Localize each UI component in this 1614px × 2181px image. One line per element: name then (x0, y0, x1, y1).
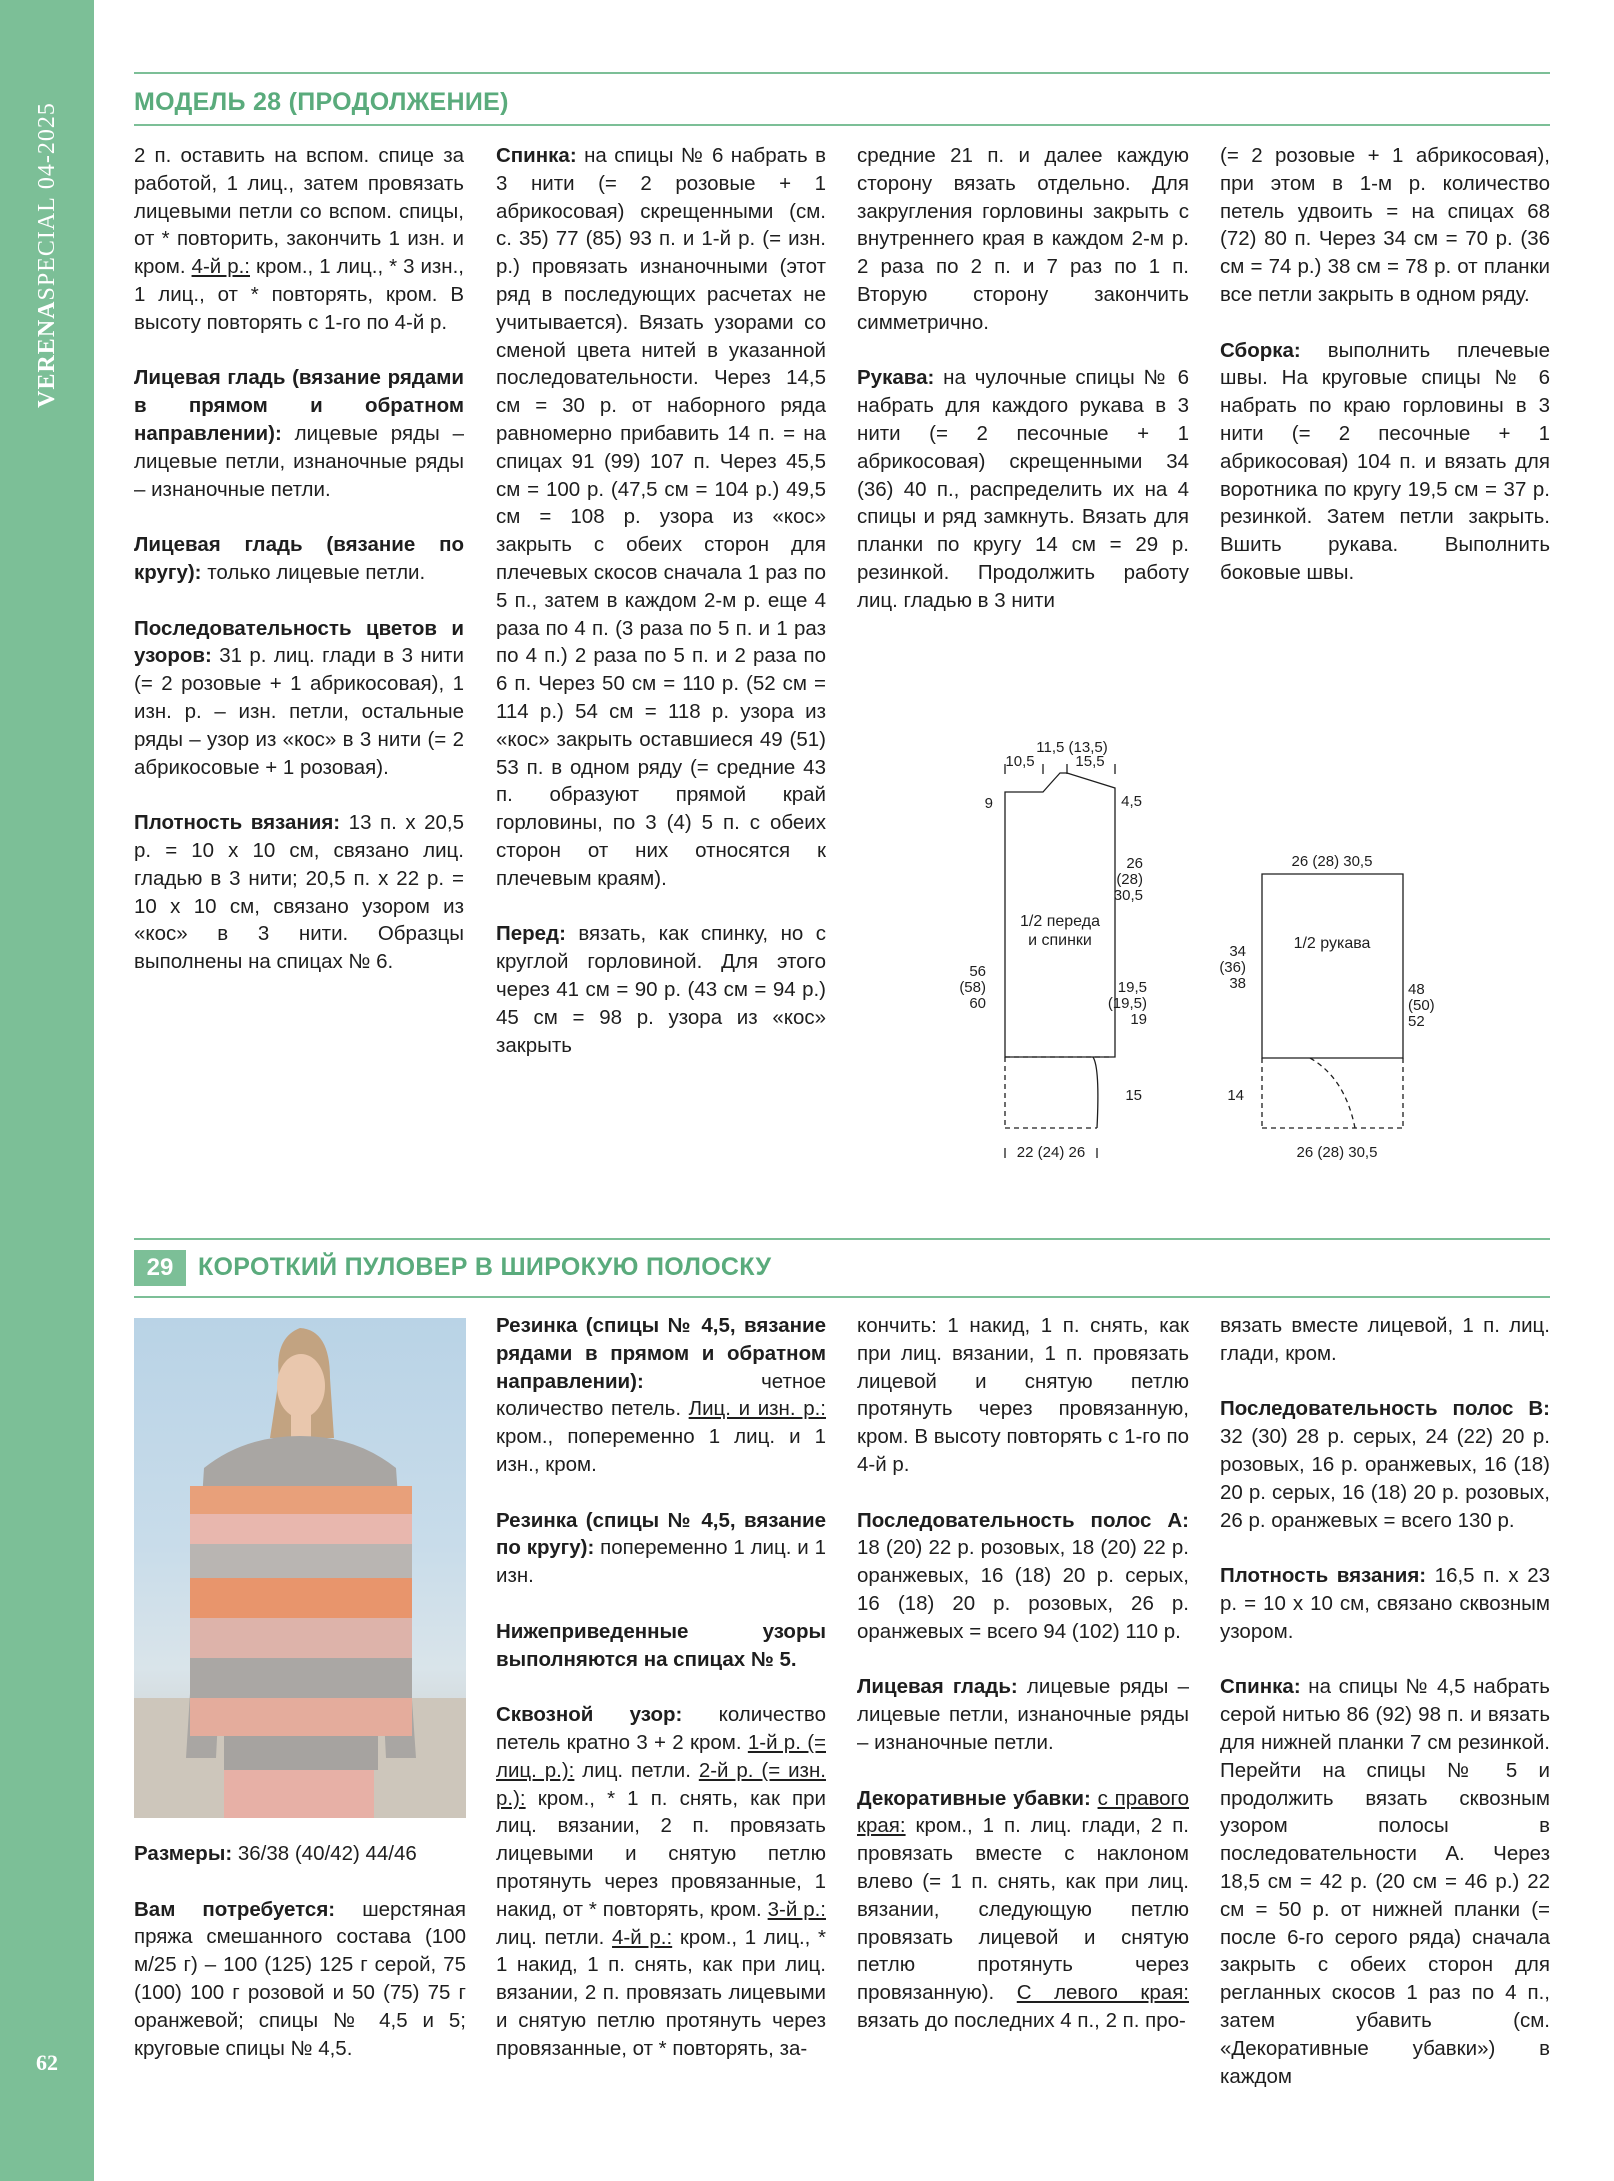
model29-needles-note: Нижеприведенные узоры выполняются на спицах № 5. (496, 1619, 826, 1671)
model28-neck-continued: средние 21 п. и далее каждую сторону вязать отдельно. Для закругления горловины закрыть с внутреннего края в каждом 2-м р. 2 раза по 2 п. и 7 раз по 1 п. Вторую сторону закончить симметрично. (857, 144, 1189, 334)
model28-stockinette-round: Лицевая гладь (вязание по кругу): только лицевые петли. (134, 533, 464, 584)
brand-name-rest: SPECIAL (34, 196, 60, 301)
model29-materials: Вам потребуется: шерстяная пряжа смешанного состава (100 м/25 г) – 100 (125) 125 г серой, 75 (100) 100 г розовой и 50 (75) 75 г оранжевой; спицы № 4,5 и 5; круговые спицы № 4,5. (134, 1897, 466, 2060)
sleeve-right-label-3: 52 (1408, 1013, 1425, 1030)
model28-sequence: Последовательность цветов и узоров: 31 р. лиц. глади в 3 нити (= 2 розовые + 1 абрикосовая), 1 изн. р. – изн. петли, остальные ряды – узор из «кос» в 3 нити (= 2 абрикосовые + 1 розовая). (134, 616, 464, 779)
model28-front: Перед: вязать, как спинку, но с круглой горловиной. Для этого через 41 см = 90 р. (43 см = 94 р.) 45 см = 98 р. узора из «кос» закрыть (496, 922, 826, 1057)
sleeve-cuff-label: 14 (1227, 1087, 1244, 1104)
striped-sweater (186, 1436, 416, 1770)
page-number: 62 (36, 2050, 58, 2075)
section-rule-top (134, 1238, 1550, 1240)
model29-sizes: Размеры: 36/38 (40/42) 44/46 (134, 1842, 417, 1865)
model29-lace-continued: кончить: 1 накид, 1 п. снять, как при лиц. вязании, 1 п. провязать лицевой и снятую петлю протянуть через провязанную, кром. В высоту повторять с 1-го по 4-й р. (857, 1314, 1189, 1476)
model28-column-1 (134, 142, 464, 976)
sleeve-bottom-width-label: 26 (28) 30,5 (1296, 1144, 1378, 1161)
model29-back: Спинка: на спицы № 4,5 набрать серой нитью 86 (92) 98 п. и вязать для нижней планки 7 см резинкой. Перейти на спицы № 5 и продолжить вязать сквозным узором полосы в последовательности A. Через 18,5 см = 42 р. (20 см = 46 р.) 22 см = 50 р. от нижней планки (= после 6-го серого ряда) сначала закрыть с обеих сторон для регланных скосов 1 раз по 4 п., затем убавить (см. «Декоративные убавки») в каждом (1220, 1675, 1550, 2088)
body-side-label-2: (19,5) (1107, 995, 1147, 1012)
sleeve-right-label-2: (50) (1408, 997, 1435, 1014)
sleeve-cuff-curve (1310, 1058, 1355, 1128)
model29-column-3 (857, 1312, 1189, 2035)
model-photo-illustration (134, 1318, 466, 1818)
body-schematic (1005, 764, 1115, 1158)
model29-decorative-decreases: Декоративные убавки: с правого края: кром., 1 п. лиц. глади, 2 п. провязать вместе с наклоном влево (= 1 п. снять, как при лиц. вязании, следующую петлю провязать лицевой и снятую петлю протянуть через провязанную). С левого края: вязать до последних 4 п., 2 п. про- (857, 1786, 1189, 2032)
model28-cable-paragraph: 2 п. оставить на вспом. спице за работой, 1 лиц., затем провязать лицевыми петли со вспом. спицы, от * повторить, закончить 1 изн. и кром. 4-й р.: кром., 1 лиц., * 3 изн., 1 лиц., от * повторять, кром. В высоту повторять с 1-го по 4-й р. (134, 144, 465, 334)
body-side-label-3: 19 (1130, 1011, 1147, 1028)
face (277, 1354, 325, 1418)
model29-rib-round: Резинка (спицы № 4,5, вязание по кругу): попеременно 1 лиц. и 1 изн. (496, 1508, 826, 1588)
section-rule-bottom (134, 1296, 1550, 1298)
section-rule-top (134, 72, 1550, 74)
model28-title: МОДЕЛЬ 28 (ПРОДОЛЖЕНИЕ) (134, 88, 509, 116)
model28-sleeves-continued: (= 2 розовые + 1 абрикосовая), при этом в 1-м р. количество петель удвоить = на спицах 68 (72) 80 п. Через 34 см = 70 р. (36 см = 74 р.) 38 см = 78 р. от планки все петли закрыть в одном ряду. (1220, 144, 1550, 306)
body-total-label-3: 60 (969, 995, 986, 1012)
model29-column-1 (134, 1840, 466, 2062)
body-total-label-1: 56 (969, 963, 986, 980)
body-side-label-1: 19,5 (1117, 979, 1147, 996)
brand-issue: 04-2025 (34, 102, 60, 190)
model-number-badge: 29 (134, 1250, 186, 1286)
model28-back: Спинка: на спицы № 6 набрать в 3 нити (= 2 розовые + 1 абрикосовая) скрещенными (см. с. 35) 77 (85) 93 п. и 1-й р. (= изн. р.) провязать изнаночными (этот ряд в последующих расчетах не учитывается). Вязать узорами со сменой цвета нитей в указанной последовательности. Через 14,5 см = 30 р. от наборного ряда равномерно прибавить 14 п. = на спицах 91 (99) 107 п. Через 45,5 см = 100 р. (47,5 см = 104 р.) 49,5 см = 108 р. узора из «кос» закрыть с обеих сторон для плечевых скосов сначала 1 раз по 5 п., затем в каждом 2-м р. еще 4 раза по 4 п. (3 раза по 5 п. и 1 раз по 4 п.) 2 раза по 5 п. и 2 раза по 6 п. Через 50 см = 110 р. (52 см = 114 р.) 54 см = 118 р. узора из «кос» закрыть оставшиеся 49 (51) 53 п. в одном ряду (= средние 43 п. образуют прямой край горловины, по 3 (4) 5 п. с обеих сторон от них относятся к плечевым краям). (496, 144, 826, 890)
model29-lace-pattern: Сквозной узор: количество петель кратно 3 + 2 кром. 1-й р. (= лиц. р.): лиц. петли. 2-й р. (= изн. р.): кром., * 1 п. снять, как при лиц. вязании, 2 п. провязать лицевыми и снятую петлю протянуть через провязанные, 1 накид, от * повторять, кром. 3-й р.: лиц. петли. 4-й р.: кром., 1 лиц., * 1 накид, 1 п. снять, как при лиц. вязании, 2 п. провязать лицевыми и снятую петлю протянуть через провязанные, от * повторять, за- (496, 1703, 826, 2060)
body-top-shoulder-label: 15,5 (1075, 753, 1105, 770)
model28-sleeves: Рукава: на чулочные спицы № 6 набрать для каждого рукава в 3 нити (= 2 песочные + 1 абрикосовая) скрещенными 34 (36) 40 п., распределить их на 4 спицы и ряд замкнуть. Вязать для планки по кругу 14 см = 29 р. резинкой. Продолжить работу лиц. гладью в 3 нити (857, 366, 1189, 612)
model29-column-4 (1220, 1312, 1550, 2090)
model-photo (134, 1318, 466, 1818)
sleeve-top-width-label: 26 (28) 30,5 (1291, 853, 1373, 870)
model28-assembly: Сборка: выполнить плечевые швы. На круговые спицы № 6 набрать по краю горловины в 3 нити (= 2 песочные + 1 абрикосовая) 104 п. и вязать для воротника по кругу 19,5 см = 37 р. резинкой. Затем петли закрыть. Вшить рукава. Выполнить боковые швы. (1220, 338, 1550, 584)
sleeve-left-label-3: 38 (1229, 975, 1246, 992)
body-bottom-right-label: 15 (1125, 1087, 1142, 1104)
model29-gauge: Плотность вязания: 16,5 п. x 23 р. = 10 x 10 см, связано сквозным узором. (1220, 1564, 1550, 1643)
pattern-schematic (959, 728, 1520, 1168)
sleeve-label: 1/2 рукава (1293, 935, 1371, 952)
body-left-neck-label: 9 (984, 795, 993, 812)
body-bottom-width-label: 22 (24) 26 (1016, 1144, 1086, 1161)
body-armhole-label-2: (28) (1116, 871, 1143, 888)
sleeve-left-label-2: (36) (1219, 959, 1246, 976)
model28-gauge: Плотность вязания: 13 п. x 20,5 р. = 10 x 10 см, связано лиц. гладью в 3 нити; 20,5 п. x 22 р. = 10 x 10 см, связано узором из «кос» в 3 нити. Образцы выполнены на спицах № 6. (134, 811, 464, 974)
body-armhole-label-3: 30,5 (1113, 887, 1143, 904)
brand-name-bold: VERENA (34, 300, 60, 408)
sleeve-left-label-1: 34 (1229, 943, 1246, 960)
model29-stockinette: Лицевая гладь: лицевые ряды – лицевые петли, изнаночные ряды – изнаночные петли. (857, 1675, 1189, 1754)
body-total-label-2: (58) (959, 979, 986, 996)
model29-decreases-continued: вязать вместе лицевой, 1 п. лиц. глади, кром. (1220, 1314, 1550, 1365)
body-label-line-1: 1/2 переда (1020, 913, 1100, 930)
model28-stockinette-rows: Лицевая гладь (вязание рядами в прямом и обратном направлении): лицевые ряды – лицевые петли, изнаночные ряды – изнаночные петли. (134, 366, 464, 501)
body-label-line-2: и спинки (1028, 932, 1092, 949)
model29-rib-rows: Резинка (спицы № 4,5, вязание рядами в прямом и обратном направлении): четное количество петель. Лиц. и изн. р.: кром., попеременно 1 лиц. и 1 изн., кром. (496, 1314, 826, 1476)
model28-column-3 (857, 142, 1189, 615)
model29-stripes-a: Последовательность полос A: 18 (20) 22 р. розовых, 18 (20) 22 р. оранжевых, 16 (18) 20 р. серых, 16 (18) 20 р. розовых, 26 р. оранжевых = всего 94 (102) 110 р. (857, 1508, 1189, 1643)
sleeve-right-label-1: 48 (1408, 981, 1425, 998)
model28-column-4 (1220, 142, 1550, 587)
side-strip (0, 0, 94, 2181)
body-armhole-label-1: 26 (1126, 855, 1143, 872)
body-right-shoulder-label: 4,5 (1121, 793, 1142, 810)
section-rule-bottom (134, 124, 1550, 126)
body-top-left-label: 10,5 (1005, 753, 1035, 770)
body-side-curve (1093, 1057, 1098, 1128)
model29-stripes-b: Последовательность полос B: 32 (30) 28 р. серых, 24 (22) 20 р. розовых, 16 р. оранжевых, 16 (18) 20 р. серых, 16 (18) 20 р. розовых, 26 р. оранжевых = всего 130 р. (1220, 1397, 1550, 1532)
model29-title: КОРОТКИЙ ПУЛОВЕР В ШИРОКУЮ ПОЛОСКУ (198, 1253, 772, 1281)
magazine-brand (31, 45, 63, 465)
sleeve-outline (1262, 874, 1403, 1058)
model28-column-2 (496, 142, 826, 1059)
model29-column-2 (496, 1312, 826, 2063)
body-top-neck-label: 11,5 (13,5) (1036, 739, 1108, 756)
sleeve-schematic (1262, 874, 1403, 1128)
